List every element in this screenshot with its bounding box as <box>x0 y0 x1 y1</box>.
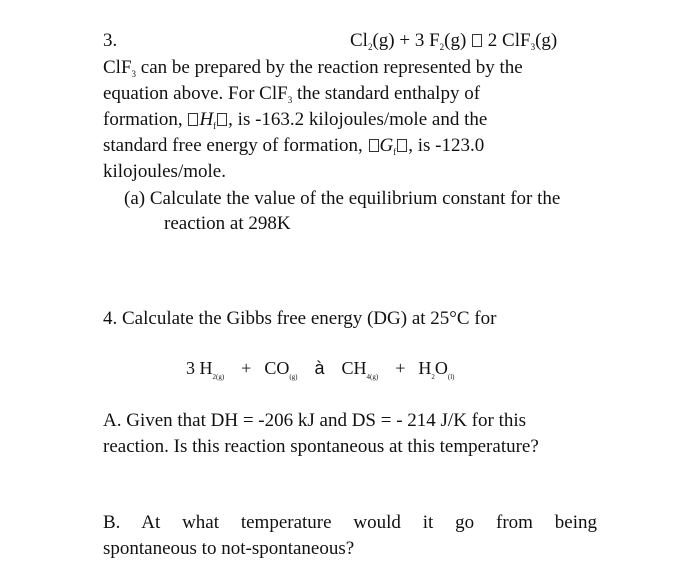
rxn-ch4-sub: 4(g) <box>366 373 379 381</box>
q4-part-a-line-1: A. Given that DH = -206 kJ and DS = - 214 J/K for this <box>103 410 527 431</box>
eq-cl-sub: 2 <box>367 42 373 52</box>
eq-cl-state: (g) + 3 F <box>372 30 440 51</box>
q3-line-1 <box>103 55 523 80</box>
question-3-equation <box>350 28 557 53</box>
q3-part-a-line-2: reaction at 298K <box>164 213 291 234</box>
missing-glyph-box <box>397 139 407 152</box>
rxn-co-sub: (g) <box>289 373 298 381</box>
q3-l2-a: equation above. For ClF <box>103 83 288 104</box>
q3-l1-sub: 3 <box>131 69 137 79</box>
missing-glyph-box <box>472 34 482 47</box>
rxn-plus-1: + <box>241 358 252 378</box>
q3-l3-h: H <box>199 109 214 130</box>
missing-glyph-box <box>369 139 379 152</box>
q3-line-2 <box>103 81 480 106</box>
rxn-arrow: à <box>314 358 325 378</box>
q3-l2-sub: 3 <box>287 95 293 105</box>
q3-l1-b: can be prepared by the reaction represented by the <box>136 57 523 78</box>
q4-part-a-line-2: reaction. Is this reaction spontaneous at this temperature? <box>103 436 539 457</box>
question-4-prompt: 4. Calculate the Gibbs free energy (DG) at 25°C for <box>103 308 497 329</box>
eq-product-state: (g) <box>535 30 558 51</box>
q3-l4-b: , is -123.0 <box>408 135 485 156</box>
q3-l4-gsub: f <box>393 147 397 157</box>
eq-product: 2 ClF <box>487 30 531 51</box>
eq-f-state: (g) <box>444 30 467 51</box>
rxn-co: CO <box>264 358 290 378</box>
eq-cl: Cl <box>350 30 368 51</box>
q3-l1-a: ClF <box>103 57 132 78</box>
rxn-h2-sub: 2(g) <box>212 373 225 381</box>
q3-l3-b: , is -163.2 kilojoules/mole and the <box>228 109 488 130</box>
missing-glyph-box <box>217 113 227 126</box>
q4-part-b-line-1: B. At what temperature would it go from being <box>103 512 597 533</box>
q3-line-3 <box>103 107 487 132</box>
missing-glyph-box <box>188 113 198 126</box>
q3-part-a-line-1: (a) Calculate the value of the equilibrium constant for the <box>124 188 561 209</box>
q3-l4-g: G <box>379 135 394 156</box>
rxn-h2o-o: O <box>434 358 448 378</box>
rxn-plus-2: + <box>395 358 406 378</box>
rxn-h2o-h: H <box>418 358 432 378</box>
q3-l4-a: standard free energy of formation, <box>103 135 368 156</box>
q3-l3-a: formation, <box>103 109 188 130</box>
eq-product-sub: 3 <box>530 42 536 52</box>
q3-l3-hsub: f <box>213 121 217 131</box>
q4-part-b-line-2: spontaneous to not-spontaneous? <box>103 538 355 559</box>
rxn-h2: 3 H <box>186 358 213 378</box>
question-3-number: 3. <box>103 30 118 51</box>
q3-line-4 <box>103 133 484 158</box>
question-4-reaction <box>186 356 454 380</box>
rxn-h2o-sub: 2 <box>431 373 435 381</box>
q3-line-5: kilojoules/mole. <box>103 161 226 182</box>
q3-l2-b: the standard enthalpy of <box>292 83 481 104</box>
rxn-ch4: CH <box>341 358 367 378</box>
eq-f-sub: 2 <box>439 42 445 52</box>
rxn-h2o-state: (l) <box>447 373 455 381</box>
